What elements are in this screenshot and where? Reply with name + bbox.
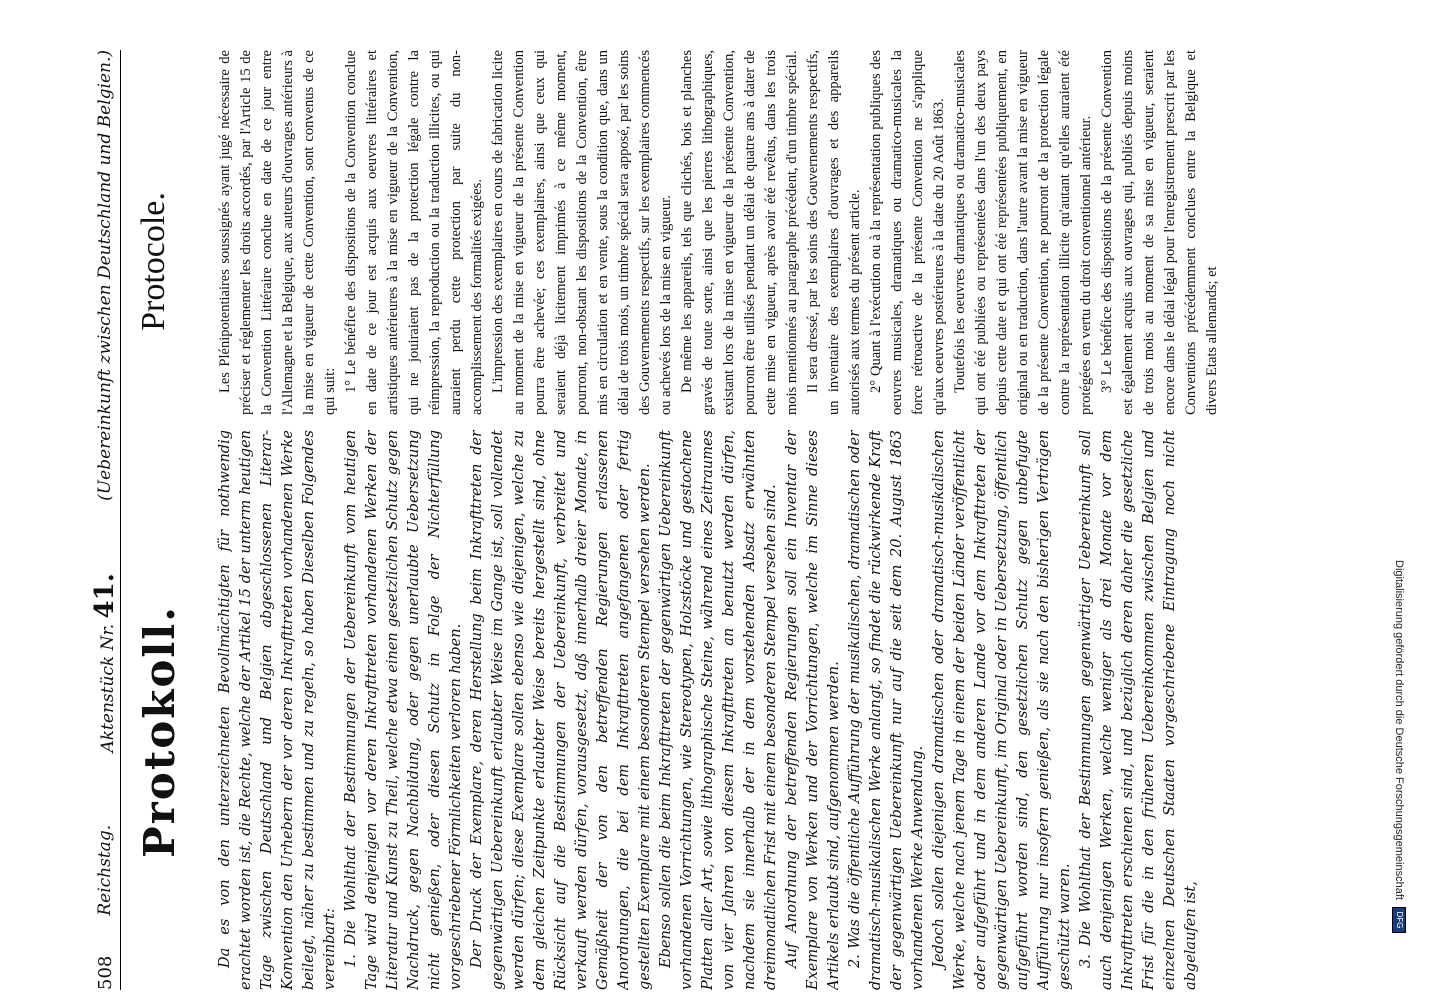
header-middle-number: 41. — [90, 573, 120, 619]
french-paragraph: L'impression des exemplaires en cours de fabrication licite au moment de la mise en vigueur de la présente Convention pourra être achevée; ces exemplaires, ainsi que ceux qui seraient déjà licitement imprimés à ce même moment, pourront, non-obstant les dispositions de la Convention, être mis en circulation et en vente, sous la condition que, dans un délai de trois mois, un timbre spécial sera apposé, par les soins des Gouvernements respectifs, sur les exemplaires commencés ou achevés lors de la mise en vigueur. — [490, 50, 674, 415]
header-middle-prefix: Aktenstück Nr. — [98, 623, 118, 753]
header-right-label: (Uebereinkunft zwischen Deutschland und Belgien.) — [95, 50, 115, 501]
german-paragraph: 1. Die Wohlthat der Bestimmungen der Uebereinkunft vom heutigen Tage wird denjenigen vor deren Inkrafttreten vorhandenen Werken der Literatur und Kunst zu Theil, welche etwa einen gesetzlichen Schutz gegen Nachdruck, gegen Nachbildung, oder gegen unerlaubte Uebersetzung nicht genießen, oder diesen Schutz in Folge der Nichterfüllung vorgeschriebener Förmlichkeiten verloren haben. — [343, 430, 464, 990]
german-paragraph: Jedoch sollen diejenigen dramatischen oder dramatisch-musikalischen Werke, welche nach jenem Tage in einem der beiden Länder veröffentlicht oder aufgeführt und in dem anderen Lande vor dem Inkrafttreten der gegenwärtigen Uebereinkunft, im Original oder in Uebersetzung, öffentlich aufgeführt worden sind, den gesetzlichen Schutz gegen unbefugte Aufführung nur insofern genießen, als sie nach den bisherigen Verträgen geschützt waren. — [931, 430, 1073, 990]
page-number: 508 — [94, 955, 116, 990]
german-column — [215, 430, 1365, 990]
header-center — [90, 501, 120, 825]
page-header — [90, 50, 121, 990]
french-column — [215, 50, 1365, 415]
french-paragraph: Toutefois les oeuvres dramatiques ou dramatico-musicales qui ont été publiées ou représentées dans l'un des deux pays depuis cette date et qui ont été représentées publiquement, en original ou en traduction, dans l'autre avant la mise en vigueur de la présente Convention, ne pourront de la protection légale contre la représentation illicite qu'autant qu'elles auraient été protégées en vertu du droit conventionnel antérieur. — [952, 50, 1094, 415]
french-paragraph: 2° Quant à l'exécution ou à la représentation publiques des oeuvres musicales, dramatiques ou dramatico-musicales la force rétroactive de la présente Convention ne s'applique qu'aux oeuvres postérieures à la date du 20 Août 1863. — [868, 50, 947, 415]
french-paragraph: 1° Le bénéfice des dispositions de la Convention conclue en date de ce jour est acquis aux oeuvres littéraires et artistiques antérieures à la mise en vigueur de la Convention, qui ne jouiraient pas de la protection légale contre la réimpression, la reproduction ou la traduction illicites, ou qui auraient perdu cette protection par suite du non-accomplissement des formalités exigées. — [343, 50, 485, 415]
titles — [135, 50, 205, 990]
rotated-page — [20, 40, 1380, 1000]
german-paragraph: Der Druck der Exemplare, deren Herstellung beim Inkrafttreten der gegenwärtigen Uebereinkunft erlaubter Weise im Gange ist, soll vollendet werden dürfen; diese Exemplare sollen ebenso wie diejenigen, welche zu dem gleichen Zeitpunkte erlaubter Weise bereits hergestellt sind, ohne Rücksicht auf die Bestimmungen der Uebereinkunft, verbreitet und verkauft werden dürfen, vorausgesetzt, daß innerhalb dreier Monate, in Gemäßheit der von den betreffenden Regierungen erlassenen Anordnungen, die bei dem Inkrafttreten angefangenen oder fertig gestellten Exemplare mit einem besonderen Stempel versehen werden. — [469, 430, 653, 990]
french-paragraph: De même les appareils, tels que clichés, bois et planches gravés de toute sorte, ainsi que les pierres lithographiques, existant lors de la mise en vigueur de la présente Convention, pourront être utilisés pendant un délai de quatre ans à dater de cette mise en vigueur, après avoir été revêtus, dans les trois mois mentionnés au paragraphe précédent, d'un timbre spécial. — [679, 50, 800, 415]
german-paragraph: Auf Anordnung der betreffenden Regierungen soll ein Inventar der Exemplare von Werken und der Vorrichtungen, welche im Sinne dieses Artikels erlaubt sind, aufgenommen werden. — [784, 430, 842, 990]
title-french: Protocole. — [135, 192, 172, 331]
german-paragraph: Da es von den unterzeichneten Bevollmächtigten für nothwendig erachtet worden ist, die Rechte, welche der Artikel 15 der unterm heutigen Tage zwischen Deutschland und Belgien abgeschlossenen Literar-Konvention den Urhebern der vor deren Inkrafttreten vorhandenen Werke beilegt, näher zu bestimmen und zu regeln, so haben Dieselben Folgendes vereinbart: — [217, 430, 338, 990]
digitization-note-text: Digitalisierung gefördert durch die Deutsche Forschungsgemeinschaft — [1393, 560, 1406, 900]
german-paragraph: Ebenso sollen die beim Inkrafttreten der gegenwärtigen Uebereinkunft vorhandenen Vorrichtungen, wie Stereotypen, Holzstöcke und gestochene Platten aller Art, sowie lithographische Steine, während eines Zeitraumes von vier Jahren von diesem Inkrafttreten an benutzt werden dürfen, nachdem sie innerhalb der in dem vorstehenden Absatz erwähnten dreimonatlichen Frist mit einem besonderen Stempel versehen sind. — [658, 430, 779, 990]
title-german: Protokoll. — [135, 605, 184, 858]
german-paragraph: 3. Die Wohlthat der Bestimmungen gegenwärtiger Uebereinkunft soll auch denjenigen Werken, welche weniger als drei Monate vor dem Inkrafttreten erschienen sind, und bezüglich deren daher die gesetzliche Frist für die in den früheren Uebereinkommen zwischen Belgien und einzelnen Deutschen Staaten vorgeschriebene Eintragung noch nicht abgelaufen ist, — [1078, 430, 1199, 990]
german-paragraph: 2. Was die öffentliche Aufführung der musikalischen, dramatischen oder dramatisch-musikalischen Werke anlangt, so findet die rückwirkende Kraft der gegenwärtigen Uebereinkunft nur auf die seit dem 20. August 1863 vorhandenen Werke Anwendung. — [847, 430, 926, 990]
french-paragraph: 3° Le bénéfice des dispositions de la présente Convention est également acquis aux ouvrages qui, publiés depuis moins de trois mois au moment de sa mise en vigueur, seraient encore dans le délai légal pour l'enregistrement prescrit par les Conventions précédemment conclues entre la Belgique et divers Etats allemands; et — [1099, 50, 1220, 415]
french-paragraph: Les Plénipotentiaires soussignés ayant jugé nécessaire de préciser et réglementer les droits accordés, par l'Article 15 de la Convention Littéraire conclue en date de ce jour entre l'Allemagne et la Belgique, aux auteurs d'ouvrages antérieurs à la mise en vigueur de cette Convention, sont convenus de ce qui suit: — [217, 50, 338, 415]
digitization-note — [1388, 560, 1406, 980]
dfg-logo-icon: DFG — [1392, 907, 1406, 933]
french-paragraph: Il sera dressé, par les soins des Gouvernements respectifs, un inventaire des exemplaires d'ouvrages et des appareils autorisés aux termes du présent article. — [805, 50, 863, 415]
header-left-label: Reichstag. — [95, 824, 115, 916]
